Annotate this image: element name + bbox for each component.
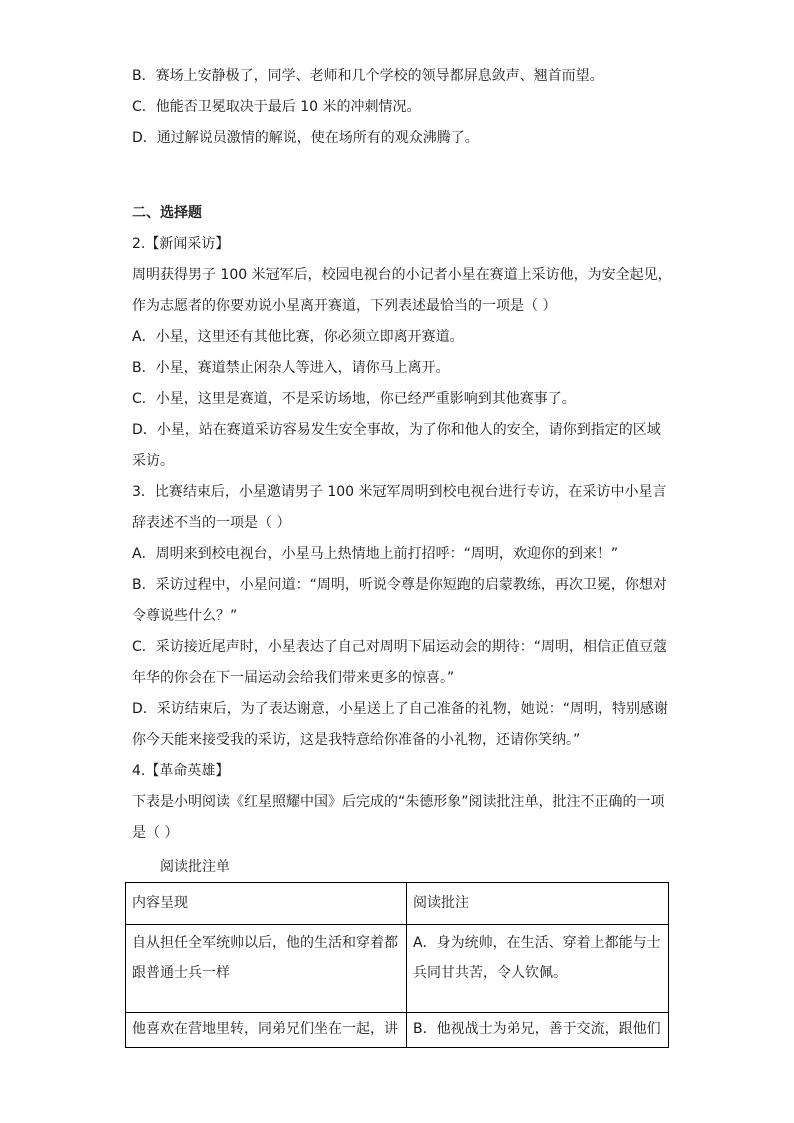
table-cell-content: 他喜欢在营地里转，同弟兄们坐在一起，讲	[126, 1013, 407, 1048]
q2-topic: 2.【新闻采访】	[132, 236, 230, 252]
table-cell-annotation: A．身为统帅，在生活、穿着上都能与士 兵同甘共苦，令人钦佩。	[407, 925, 669, 1013]
q3-stem-line2: 辞表述不当的一项是（ ）	[132, 515, 291, 531]
table-cell-annotation: B．他视战士为弟兄，善于交流，跟他们	[407, 1013, 669, 1048]
table-header-cell: 内容呈现	[126, 883, 407, 925]
q3-option-d-line1: D．采访结束后，为了表达谢意，小星送上了自己准备的礼物，她说：“周明，特别感谢	[132, 701, 669, 717]
q4-stem-line2: 是（ ）	[132, 825, 179, 841]
table-header-cell: 阅读批注	[407, 883, 669, 925]
section-heading: 二、选择题	[132, 205, 202, 221]
table-cell-content: 自从担任全军统帅以后，他的生活和穿着都 跟普通士兵一样	[126, 925, 407, 1013]
q3-option-b-line1: B．采访过程中，小星问道：“周明，听说令尊是你短跑的启蒙教练，再次卫冕，你想对	[132, 577, 667, 593]
annotation-table	[125, 882, 669, 1048]
q4-topic: 4.【革命英雄】	[132, 763, 230, 779]
q2-stem-line1: 周明获得男子 100 米冠军后，校园电视台的小记者小星在赛道上采访他，为安全起见，	[132, 267, 672, 283]
table-row	[126, 925, 669, 1013]
table-caption: 阅读批注单	[160, 859, 230, 875]
option-c-q1: C．他能否卫冕取决于最后 10 米的冲刺情况。	[132, 99, 421, 115]
q3-option-a: A．周明来到校电视台，小星马上热情地上前打招呼：“周明，欢迎你的到来！”	[132, 546, 619, 562]
q3-option-d-line2: 你今天能来接受我的采访，这是我特意给你准备的小礼物，还请你笑纳。”	[132, 732, 581, 748]
q3-option-c-line1: C．采访接近尾声时，小星表达了自己对周明下届运动会的期待：“周明，相信正值豆蔻	[132, 639, 668, 655]
q2-option-d-line2: 采访。	[132, 453, 174, 469]
q3-option-b-line2: 令尊说些什么？”	[132, 608, 238, 624]
q2-option-a: A．小星，这里还有其他比赛，你必须立即离开赛道。	[132, 329, 464, 345]
option-b-q1: B．赛场上安静极了，同学、老师和几个学校的领导都屏息敛声、翘首而望。	[132, 68, 604, 84]
q3-option-c-line2: 年华的你会在下一届运动会给我们带来更多的惊喜。”	[132, 670, 455, 686]
q3-stem-line1: 3．比赛结束后，小星邀请男子 100 米冠军周明到校电视台进行专访，在采访中小星言	[132, 484, 667, 500]
table-row	[126, 1013, 669, 1048]
option-d-q1: D．通过解说员激情的解说，使在场所有的观众沸腾了。	[132, 130, 479, 146]
q2-option-b: B．小星，赛道禁止闲杂人等进入，请你马上离开。	[132, 360, 450, 376]
table-header-row	[126, 883, 669, 925]
q4-stem-line1: 下表是小明阅读《红星照耀中国》后完成的“朱德形象”阅读批注单，批注不正确的一项	[132, 794, 665, 810]
q2-option-d-line1: D．小星，站在赛道采访容易发生安全事故，为了你和他人的安全，请你到指定的区域	[132, 422, 661, 438]
q2-stem-line2: 作为志愿者的你要劝说小星离开赛道，下列表述最恰当的一项是（ ）	[132, 298, 557, 314]
q2-option-c: C．小星，这里是赛道，不是采访场地，你已经严重影响到其他赛事了。	[132, 391, 576, 407]
